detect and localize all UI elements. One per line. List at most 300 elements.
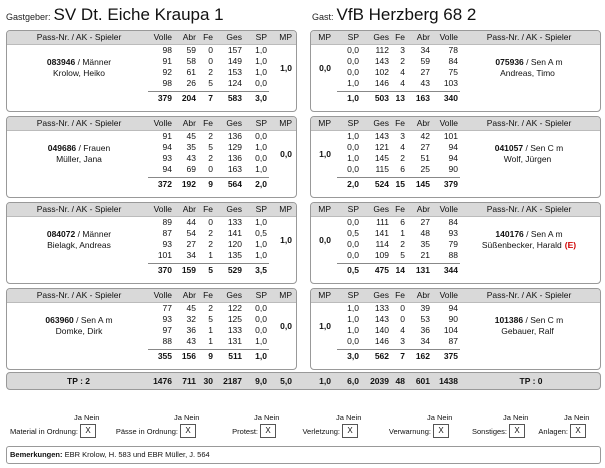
column-header-fe: Fe	[203, 290, 213, 300]
sum-cell: 9	[208, 351, 213, 361]
column-header-ges: Ges	[373, 118, 389, 128]
checklist-box[interactable]: X	[433, 424, 449, 438]
sum-cell: 9	[208, 179, 213, 189]
throw-cell: 84	[448, 217, 458, 227]
throw-cell: 114	[375, 239, 389, 249]
throw-cell: 124	[227, 78, 242, 88]
home-total-sp: 9,0	[255, 376, 267, 386]
column-header-sp: SP	[347, 204, 359, 214]
sum-cell: 355	[157, 351, 172, 361]
throw-cell: 1	[208, 325, 213, 335]
player-mp: 1,0	[319, 149, 331, 159]
player-pass-line: 101386 / Sen C m	[494, 315, 564, 325]
player-name-line	[9, 154, 149, 165]
player-age-class: Sen A m	[530, 57, 563, 67]
column-header-abr: Abr	[182, 290, 196, 300]
throw-cell: 3	[400, 131, 405, 141]
checklist-label: Anlagen:	[538, 427, 568, 436]
throw-cell: 43	[420, 78, 430, 88]
table-header	[7, 117, 296, 131]
player-pass-number: 075936	[495, 57, 524, 67]
yes-no-header: Ja Nein	[427, 413, 453, 422]
column-header-sp: SP	[347, 290, 359, 300]
throw-cell: 131	[227, 336, 242, 346]
throw-cell: 103	[443, 78, 458, 88]
sum-cell: 5	[208, 265, 213, 275]
checklist-box[interactable]: X	[260, 424, 276, 438]
throw-cell: 0,0	[255, 325, 267, 335]
throw-cell: 0,5	[347, 228, 359, 238]
throw-cell: 0,5	[255, 228, 267, 238]
sum-cell: 2,0	[347, 179, 359, 189]
player-mp: 0,0	[319, 63, 331, 73]
sum-divider	[148, 349, 269, 350]
column-header-ges: Ges	[373, 290, 389, 300]
throw-cell: 87	[448, 336, 458, 346]
throw-cell: 90	[448, 164, 458, 174]
home-tp: TP : 2	[67, 376, 90, 386]
home-total-ges: 2187	[223, 376, 242, 386]
throw-cell: 4	[400, 325, 405, 335]
yes-no-header: Ja Nein	[74, 413, 100, 422]
column-header-fe: Fe	[395, 118, 405, 128]
column-header-mp: MP	[279, 32, 292, 42]
player-pass-line: 083946 / Männer	[46, 57, 112, 67]
guest-player-panel	[310, 116, 601, 198]
throw-cell: 88	[162, 336, 172, 346]
checklist-label: Protest:	[232, 427, 258, 436]
totals-row	[6, 372, 601, 390]
throw-cell: 143	[374, 314, 389, 324]
throw-cell: 45	[186, 131, 196, 141]
home-team-name: SV Dt. Eiche Kraupa 1	[53, 5, 224, 24]
sum-cell: 192	[181, 179, 196, 189]
column-header-mp: MP	[318, 290, 331, 300]
home-label: Gastgeber:	[6, 12, 51, 22]
player-name: Domke, Dirk	[55, 326, 103, 336]
guest-player-panel	[310, 288, 601, 370]
sum-cell: 156	[181, 351, 196, 361]
throw-cell: 122	[227, 303, 242, 313]
player-pass-number: 041057	[494, 143, 524, 153]
sum-cell: 583	[227, 93, 242, 103]
player-mp: 0,0	[319, 235, 331, 245]
throw-cell: 36	[420, 325, 430, 335]
throw-cell: 53	[420, 314, 430, 324]
player-pass-number: 084072	[46, 229, 76, 239]
throw-cell: 146	[374, 78, 389, 88]
column-header-sp: SP	[347, 118, 359, 128]
column-header-volle: Volle	[153, 204, 172, 214]
home-player-panel	[6, 288, 297, 370]
player-pass-number: 063960	[45, 315, 74, 325]
throw-cell: 0	[208, 217, 213, 227]
column-header-volle: Volle	[439, 32, 458, 42]
throw-cell: 34	[420, 45, 430, 55]
guest-total-ges: 2039	[370, 376, 389, 386]
sum-cell: 163	[415, 93, 430, 103]
throw-cell: 0,0	[347, 164, 359, 174]
throw-cell: 5	[208, 78, 213, 88]
throw-cell: 0	[208, 45, 213, 55]
throw-cell: 2	[400, 153, 405, 163]
throw-cell: 2	[208, 131, 213, 141]
player-mp: 1,0	[280, 235, 292, 245]
column-header-pass: Pass-Nr. / AK - Spieler	[36, 290, 122, 300]
column-header-abr: Abr	[182, 32, 196, 42]
throw-cell: 2	[208, 228, 213, 238]
checklist-box[interactable]: X	[342, 424, 358, 438]
table-header	[311, 31, 600, 45]
throw-cell: 149	[227, 56, 242, 66]
checklist-box[interactable]: X	[80, 424, 96, 438]
guest-player-panel	[310, 30, 601, 112]
table-header	[311, 117, 600, 131]
guest-total-abr: 601	[415, 376, 430, 386]
throw-cell: 43	[186, 336, 196, 346]
throw-cell: 1,0	[347, 325, 359, 335]
column-header-sp: SP	[255, 32, 267, 42]
throw-cell: 42	[420, 131, 430, 141]
throw-cell: 143	[374, 56, 389, 66]
checklist-label: Material in Ordnung:	[10, 427, 78, 436]
checklist	[0, 410, 605, 440]
player-info	[9, 57, 149, 79]
throw-cell: 145	[374, 153, 389, 163]
player-name: Wolf, Jürgen	[503, 154, 552, 164]
throw-cell: 1	[400, 228, 405, 238]
sum-divider	[337, 263, 460, 264]
player-info	[460, 57, 598, 79]
sum-cell: 131	[415, 265, 430, 275]
throw-cell: 32	[186, 314, 196, 324]
checklist-box[interactable]: X	[509, 424, 525, 438]
throw-cell: 141	[374, 228, 389, 238]
throw-cell: 58	[186, 56, 196, 66]
checklist-label: Pässe in Ordnung:	[115, 427, 178, 436]
sum-cell: 529	[227, 265, 242, 275]
throw-cell: 77	[162, 303, 172, 313]
sum-divider	[337, 91, 460, 92]
player-pass-number: 083946	[46, 57, 76, 67]
throw-cell: 143	[374, 131, 389, 141]
sum-cell: 159	[181, 265, 196, 275]
column-header-pass: Pass-Nr. / AK - Spieler	[486, 118, 572, 128]
column-header-ges: Ges	[226, 290, 242, 300]
sum-cell: 3,5	[255, 265, 267, 275]
throw-cell: 1,0	[255, 142, 267, 152]
sum-cell: 503	[374, 93, 389, 103]
throw-cell: 26	[186, 78, 196, 88]
guest-player-panel	[310, 202, 601, 284]
guest-total-fe: 48	[395, 376, 405, 386]
player-info	[460, 143, 598, 165]
player-mp: 1,0	[319, 321, 331, 331]
player-mp: 0,0	[280, 149, 292, 159]
column-header-mp: MP	[279, 204, 292, 214]
throw-cell: 0,0	[347, 250, 359, 260]
column-header-mp: MP	[279, 118, 292, 128]
throw-cell: 61	[186, 67, 196, 77]
throw-cell: 125	[227, 314, 242, 324]
table-header	[7, 31, 296, 45]
player-info	[9, 143, 149, 165]
throw-cell: 2	[400, 239, 405, 249]
sum-cell: 145	[415, 179, 430, 189]
throw-cell: 1,0	[255, 217, 267, 227]
throw-cell: 2	[208, 239, 213, 249]
throw-cell: 5	[208, 142, 213, 152]
throw-cell: 25	[420, 164, 430, 174]
throw-cell: 1,0	[255, 56, 267, 66]
throw-cell: 133	[227, 325, 242, 335]
throw-cell: 0,0	[347, 56, 359, 66]
player-name-line	[460, 326, 598, 337]
home-total-fe: 30	[203, 376, 213, 386]
sum-cell: 375	[443, 351, 458, 361]
throw-cell: 120	[227, 239, 242, 249]
sum-cell: 1,0	[347, 93, 359, 103]
player-mp: 0,0	[280, 321, 292, 331]
throw-cell: 0,0	[347, 239, 359, 249]
table-header	[311, 203, 600, 217]
sum-cell: 372	[157, 179, 172, 189]
throw-cell: 1,0	[255, 67, 267, 77]
sum-cell: 204	[181, 93, 196, 103]
column-header-fe: Fe	[203, 204, 213, 214]
column-header-fe: Fe	[203, 118, 213, 128]
sum-cell: 13	[395, 93, 405, 103]
throw-cell: 2	[208, 67, 213, 77]
sum-cell: 2,0	[255, 179, 267, 189]
throw-cell: 111	[376, 217, 389, 227]
throw-cell: 27	[420, 217, 430, 227]
throw-cell: 45	[186, 303, 196, 313]
player-age-class: Sen A m	[530, 229, 563, 239]
throw-cell: 97	[162, 325, 172, 335]
throw-cell: 87	[162, 228, 172, 238]
checklist-box[interactable]: X	[570, 424, 586, 438]
throw-cell: 4	[400, 78, 405, 88]
throw-cell: 0	[400, 303, 405, 313]
throw-cell: 2	[208, 153, 213, 163]
throw-cell: 6	[400, 217, 405, 227]
player-age-class: Sen A m	[80, 315, 113, 325]
sum-cell: 14	[395, 265, 405, 275]
sum-cell: 3,0	[255, 93, 267, 103]
column-header-abr: Abr	[182, 118, 196, 128]
sum-cell: 475	[374, 265, 389, 275]
guest-label: Gast:	[312, 12, 334, 22]
column-header-ges: Ges	[226, 32, 242, 42]
throw-cell: 34	[186, 250, 196, 260]
player-pass-line: 063960 / Sen A m	[45, 315, 113, 325]
sum-divider	[148, 263, 269, 264]
sum-divider	[148, 91, 269, 92]
throw-cell: 1,0	[347, 131, 359, 141]
throw-cell: 59	[186, 45, 196, 55]
throw-cell: 4	[400, 67, 405, 77]
throw-cell: 104	[443, 325, 458, 335]
column-header-fe: Fe	[395, 32, 405, 42]
throw-cell: 101	[443, 131, 458, 141]
throw-cell: 93	[162, 153, 172, 163]
sum-divider	[337, 177, 460, 178]
player-name: Gebauer, Ralf	[501, 326, 554, 336]
player-name-line	[9, 68, 149, 79]
checklist-box[interactable]: X	[180, 424, 196, 438]
sum-cell: 344	[443, 265, 458, 275]
throw-cell: 0,0	[255, 314, 267, 324]
throw-cell: 69	[186, 164, 196, 174]
player-pass-line: 140176 / Sen A m	[495, 229, 563, 239]
sum-cell: 162	[415, 351, 430, 361]
column-header-mp: MP	[279, 290, 292, 300]
throw-cell: 1,0	[347, 303, 359, 313]
sum-cell: 562	[374, 351, 389, 361]
player-info	[460, 229, 598, 251]
throw-cell: 94	[162, 142, 172, 152]
sum-cell: 1,0	[255, 351, 267, 361]
player-name: Andreas, Timo	[500, 68, 555, 78]
throw-cell: 5	[208, 314, 213, 324]
column-header-pass: Pass-Nr. / AK - Spieler	[36, 32, 122, 42]
throw-cell: 112	[375, 45, 389, 55]
throw-cell: 88	[448, 250, 458, 260]
column-header-fe: Fe	[203, 32, 213, 42]
throw-cell: 39	[420, 303, 430, 313]
sum-cell: 7	[400, 351, 405, 361]
sum-cell: 0,5	[347, 265, 359, 275]
throw-cell: 36	[186, 325, 196, 335]
column-header-volle: Volle	[153, 290, 172, 300]
column-header-abr: Abr	[416, 290, 430, 300]
throw-cell: 75	[448, 67, 458, 77]
throw-cell: 54	[186, 228, 196, 238]
throw-cell: 98	[162, 78, 172, 88]
throw-cell: 0,0	[347, 336, 359, 346]
column-header-abr: Abr	[416, 204, 430, 214]
player-pass-line: 075936 / Sen A m	[495, 57, 563, 67]
guest-total-mp: 1,0	[319, 376, 331, 386]
throw-cell: 4	[400, 142, 405, 152]
throw-cell: 133	[374, 303, 389, 313]
player-pass-number: 049686	[47, 143, 77, 153]
throw-cell: 1,0	[255, 336, 267, 346]
throw-cell: 0,0	[255, 303, 267, 313]
yes-no-header: Ja Nein	[254, 413, 280, 422]
guest-tp: TP : 0	[519, 376, 543, 386]
player-age-class: Männer	[82, 229, 112, 239]
throw-cell: 133	[227, 217, 242, 227]
column-header-abr: Abr	[416, 118, 430, 128]
player-pass-line: 084072 / Männer	[46, 229, 112, 239]
table-header	[7, 203, 296, 217]
remarks-text: EBR Krolow, H. 583 und EBR Müller, J. 564	[64, 450, 210, 459]
throw-cell: 1,0	[255, 164, 267, 174]
throw-cell: 91	[162, 56, 172, 66]
throw-cell: 136	[227, 153, 242, 163]
yes-no-header: Ja Nein	[503, 413, 529, 422]
table-header	[311, 289, 600, 303]
sum-cell: 3,0	[347, 351, 359, 361]
throw-cell: 27	[420, 67, 430, 77]
home-player-panel	[6, 116, 297, 198]
checklist-label: Verletzung:	[302, 427, 340, 436]
throw-cell: 35	[420, 239, 430, 249]
throw-cell: 1,0	[347, 78, 359, 88]
yes-no-header: Ja Nein	[174, 413, 200, 422]
column-header-pass: Pass-Nr. / AK - Spieler	[486, 32, 572, 42]
column-header-pass: Pass-Nr. / AK - Spieler	[486, 204, 572, 214]
throw-cell: 0,0	[255, 153, 267, 163]
throw-cell: 102	[374, 67, 389, 77]
player-age-class: Sen C m	[530, 143, 564, 153]
table-header	[7, 289, 296, 303]
column-header-mp: MP	[318, 32, 331, 42]
throw-cell: 1	[208, 250, 213, 260]
player-pass-number: 101386	[494, 315, 524, 325]
guest-team-name: VfB Herzberg 68 2	[336, 5, 477, 24]
column-header-volle: Volle	[439, 118, 458, 128]
column-header-volle: Volle	[439, 290, 458, 300]
home-total-mp: 5,0	[280, 376, 292, 386]
throw-cell: 109	[374, 250, 389, 260]
throw-cell: 0,0	[255, 131, 267, 141]
column-header-pass: Pass-Nr. / AK - Spieler	[36, 204, 122, 214]
throw-cell: 21	[420, 250, 430, 260]
sum-cell: 340	[443, 93, 458, 103]
player-age-class: Frauen	[83, 143, 111, 153]
throw-cell: 0	[400, 314, 405, 324]
column-header-mp: MP	[318, 204, 331, 214]
guest-total-sp: 6,0	[347, 376, 359, 386]
throw-cell: 0,0	[347, 67, 359, 77]
throw-cell: 163	[227, 164, 242, 174]
sum-cell: 524	[374, 179, 389, 189]
column-header-pass: Pass-Nr. / AK - Spieler	[36, 118, 122, 128]
home-player-panel	[6, 30, 297, 112]
throw-cell: 35	[186, 142, 196, 152]
player-age-class: Männer	[82, 57, 112, 67]
throw-cell: 136	[227, 131, 242, 141]
sum-cell: 564	[227, 179, 242, 189]
player-info	[460, 315, 598, 337]
throw-cell: 140	[374, 325, 389, 335]
throw-cell: 141	[227, 228, 242, 238]
column-header-volle: Volle	[153, 118, 172, 128]
sum-cell: 15	[395, 179, 405, 189]
throw-cell: 129	[227, 142, 242, 152]
throw-cell: 146	[374, 336, 389, 346]
player-name: Müller, Jana	[56, 154, 102, 164]
player-pass-line: 049686 / Frauen	[47, 143, 111, 153]
column-header-fe: Fe	[395, 204, 405, 214]
throw-cell: 93	[448, 228, 458, 238]
sum-cell: 370	[157, 265, 172, 275]
sum-cell: 379	[157, 93, 172, 103]
checklist-label: Verwarnung:	[388, 427, 431, 436]
throw-cell: 5	[400, 250, 405, 260]
column-header-sp: SP	[347, 32, 359, 42]
throw-cell: 43	[186, 153, 196, 163]
throw-cell: 94	[448, 153, 458, 163]
column-header-sp: SP	[255, 290, 267, 300]
home-total-volle: 1476	[153, 376, 172, 386]
throw-cell: 0,0	[347, 45, 359, 55]
substitute-flag: (E)	[564, 240, 577, 250]
throw-cell: 93	[162, 314, 172, 324]
